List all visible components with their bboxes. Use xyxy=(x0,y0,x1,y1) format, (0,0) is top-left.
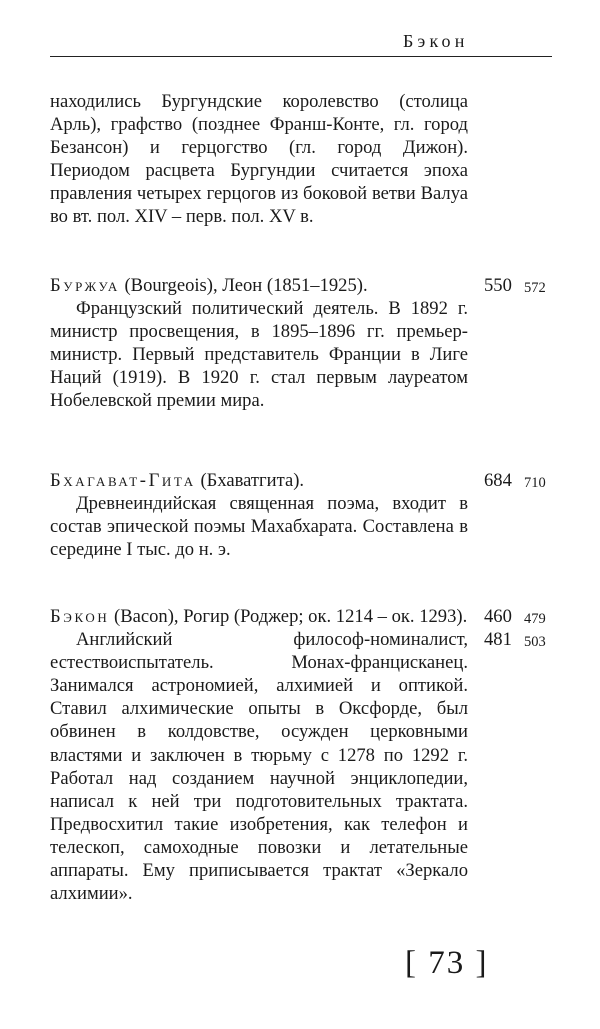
entry-body: Английский философ-номиналист, естествоиспытатель. Монах-францисканец. Занимался астрономией, алхимией и оптикой. Ставил алхимические опыты в Оксфорде, был обвинен в колдовстве, осужден церковными властями и заключен в тюрьму с 1278 по 1292 г. Работал над созданием научной энциклопедии, написал к ней три подготовительных трактата. Предвосхитил такие изобретения, как телефон и телескоп, самоходные повозки и летательные аппараты. Ему приписывается трактат «Зеркало алхимии». xyxy=(50,629,468,905)
ref-page-b: 479 xyxy=(524,611,546,627)
entry-heading-rest: (Bourgeois), Леон (1851–1925). xyxy=(119,275,368,296)
running-head-title: Бэкон xyxy=(403,31,469,51)
ref-row xyxy=(484,605,564,628)
entry-heading-rest: (Бхаватгита). xyxy=(195,470,305,491)
page-number: [ 73 ] xyxy=(405,945,489,981)
entry-bacon xyxy=(50,605,468,905)
entry-bhagavad-gita-refs xyxy=(484,469,564,492)
entry-bourgeois xyxy=(50,274,468,413)
ref-page-a: 550 xyxy=(484,275,512,296)
ref-page-a: 460 xyxy=(484,606,512,627)
ref-row xyxy=(484,469,564,492)
entry-bourgeois-refs xyxy=(484,274,564,297)
entry-bhagavad-gita xyxy=(50,469,468,561)
ref-page-b: 710 xyxy=(524,475,546,491)
ref-page-a: 684 xyxy=(484,470,512,491)
continuation-text: находились Бургундские королевство (столица Арль), графство (позднее Франш-Конте, гл. город Безансон) и герцогство (гл. город Дижон). Периодом расцвета Бургундии считается эпоха правления четырех герцогов из боковой ветви Валуа во вт. пол. XIV – перв. пол. XV в. xyxy=(50,91,468,228)
ref-row xyxy=(484,628,564,651)
entry-heading xyxy=(50,469,468,492)
ref-page-b: 572 xyxy=(524,280,546,296)
ref-page-a: 481 xyxy=(484,629,512,651)
entry-body: Древнеиндийская священная поэма, входит в состав эпической поэмы Махабхарата. Составлена в середине I тыс. до н. э. xyxy=(50,493,468,561)
ref-row xyxy=(484,274,564,297)
entry-headword: Буржуа xyxy=(50,275,120,296)
entry-headword: Бхагават-Гита xyxy=(50,470,196,491)
entry-heading xyxy=(50,274,468,297)
continuation-paragraph xyxy=(50,90,468,229)
entry-body: Французский политический деятель. В 1892 г. министр просвещения, в 1895–1896 гг. премьер-министр. Первый представитель Франции в Лиге Наций (1919). В 1920 г. стал первым лауреатом Нобелевской премии мира. xyxy=(50,298,468,412)
running-head xyxy=(50,30,552,57)
entry-headword: Бэкон xyxy=(50,606,110,627)
entry-bacon-refs xyxy=(484,605,564,651)
ref-page-b: 503 xyxy=(524,634,546,651)
entry-heading-rest: (Bacon), Рогир (Роджер; ок. 1214 – ок. 1293). xyxy=(109,606,468,627)
entry-heading xyxy=(50,605,468,628)
